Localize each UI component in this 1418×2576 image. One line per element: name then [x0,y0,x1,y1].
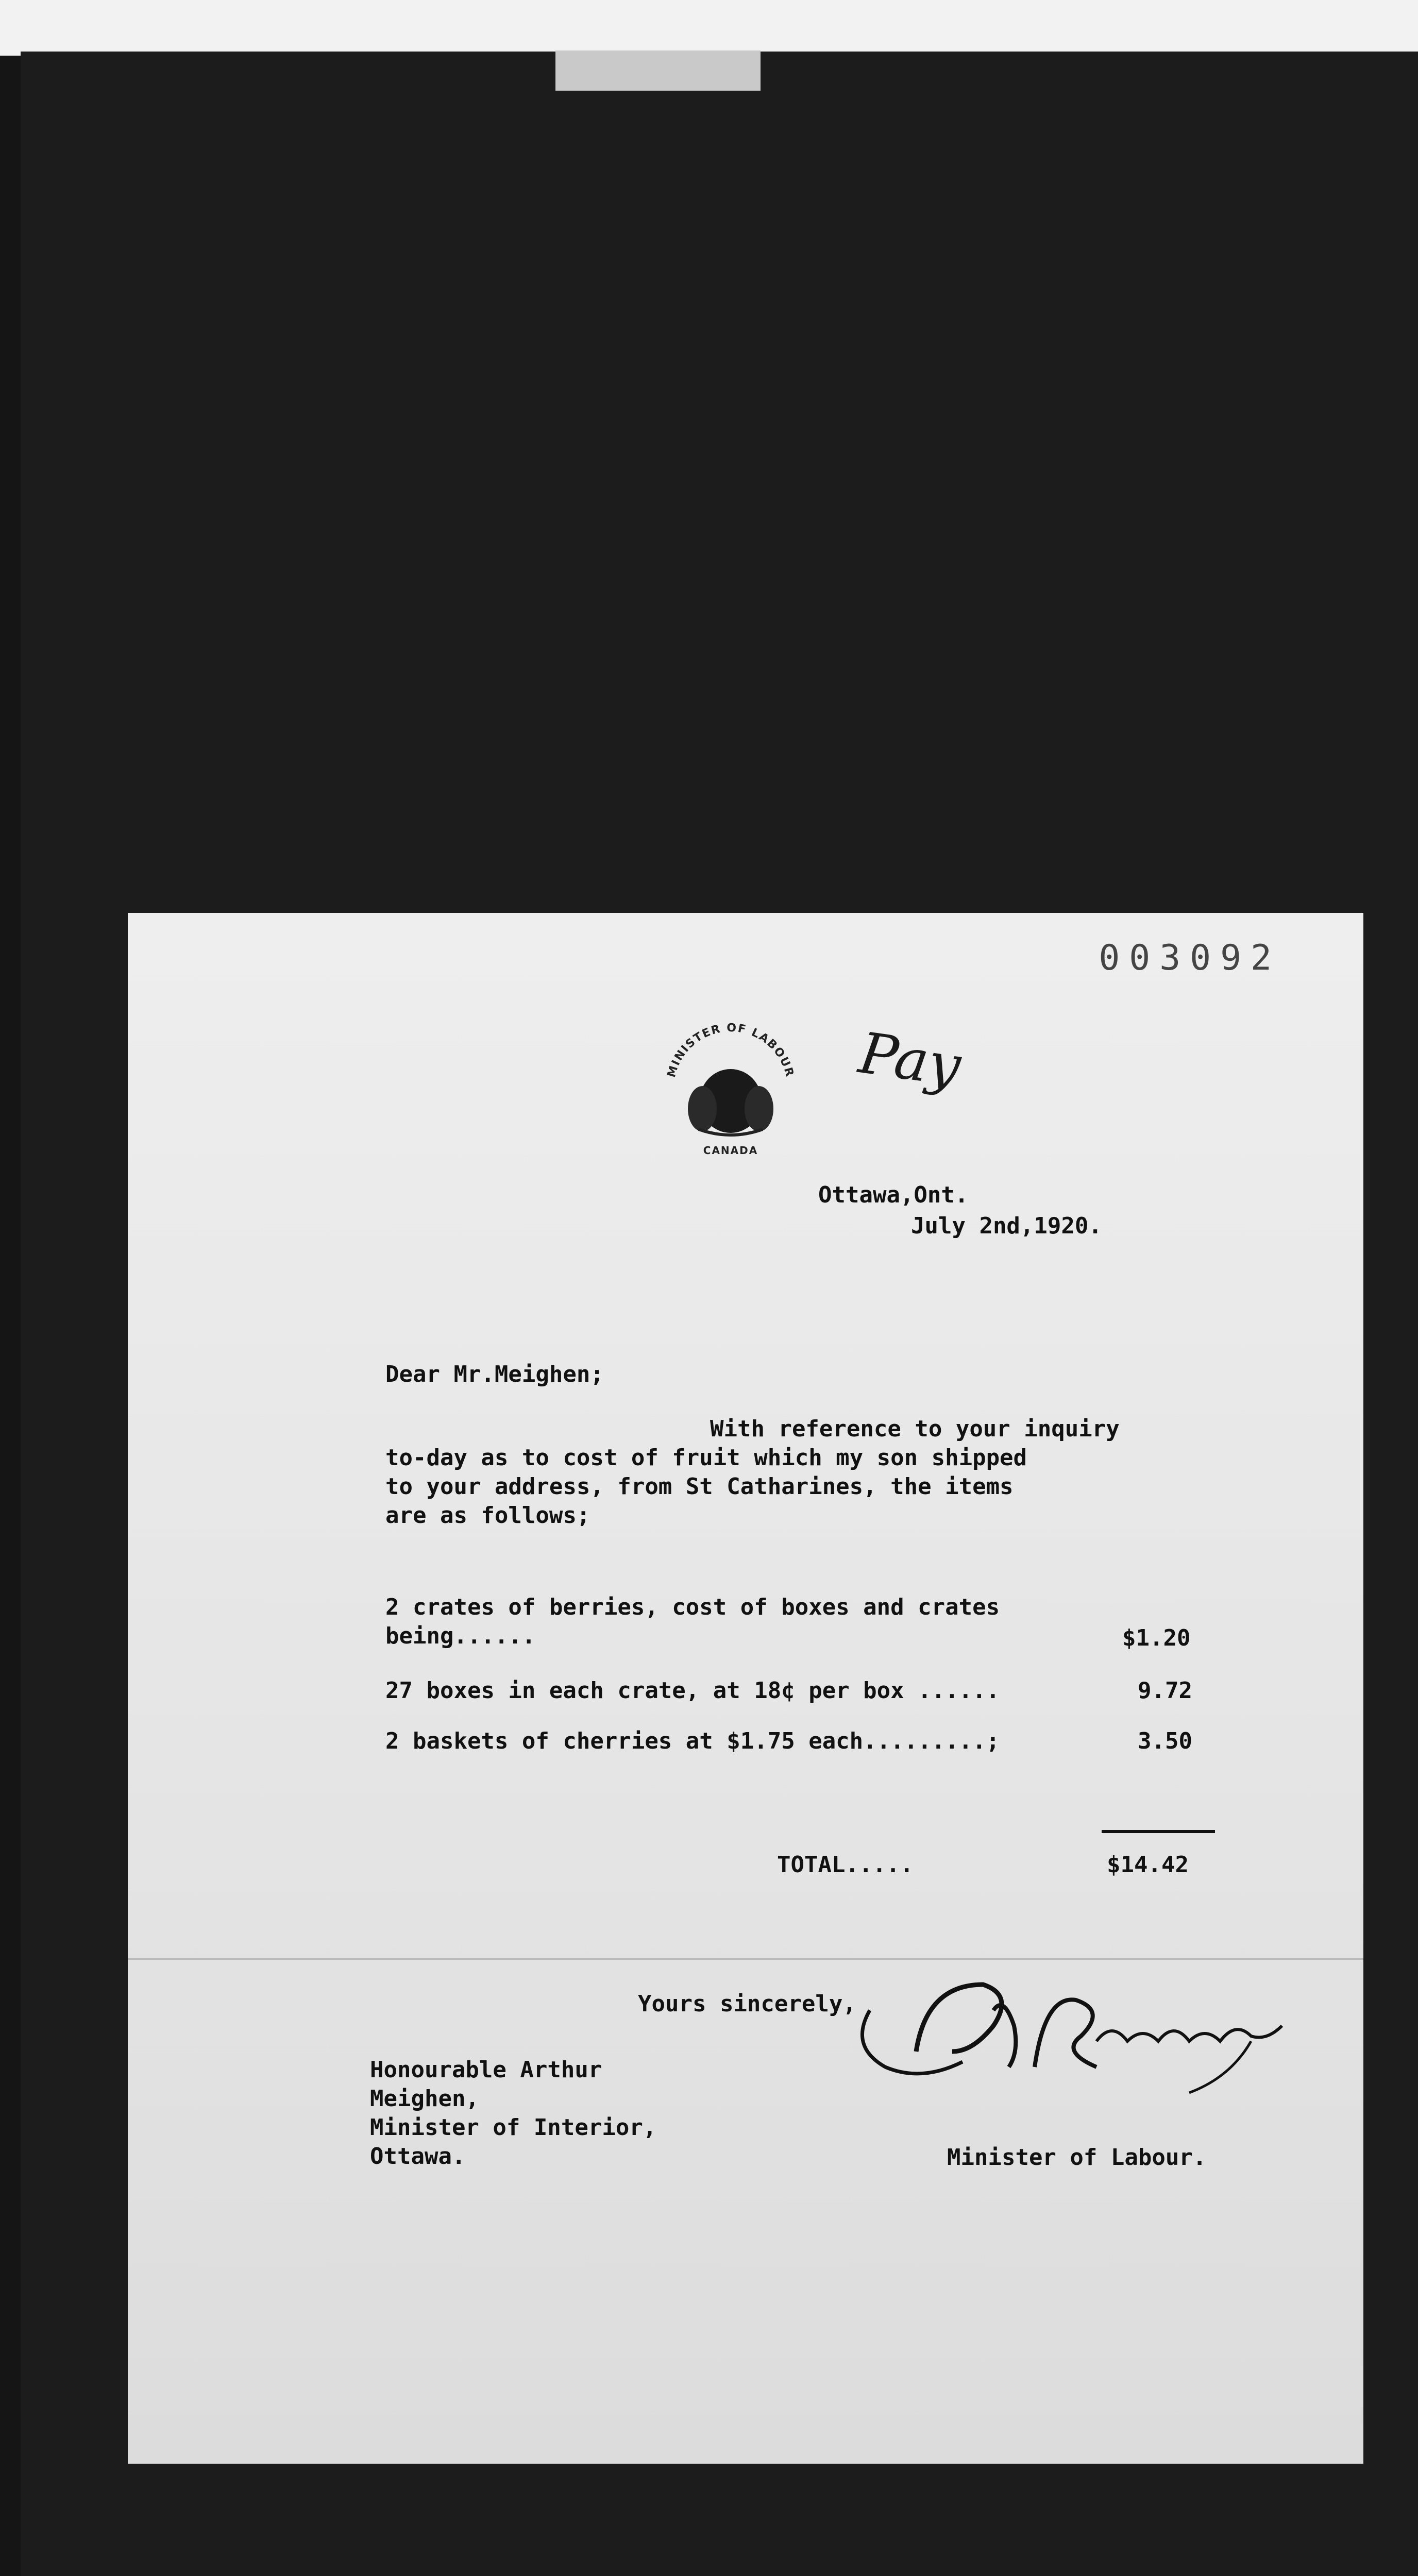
item-amount: 9.72 [1138,1677,1192,1704]
handwritten-note [849,995,965,1124]
recipient-line: Ottawa. [370,2143,466,2170]
film-edge [0,0,1418,56]
total-label: TOTAL..... [777,1852,914,1878]
body-line: With reference to your inquiry [710,1416,1120,1442]
recipient-line: Meighen, [370,2086,479,2112]
signatory-title: Minister of Labour. [947,2144,1207,2171]
recipient-line: Minister of Interior, [370,2114,657,2141]
letter-closing: Yours sincerely, [638,1991,856,2017]
paper-fold [128,1958,1363,1960]
body-line: to your address, from St Catharines, the items [385,1473,1014,1500]
item-amount: 3.50 [1138,1728,1192,1754]
recipient-line: Honourable Arthur [370,2057,602,2083]
handwritten-signature [839,1964,1303,2098]
letter-page [128,913,1363,2464]
svg-text:Pay: Pay [855,1020,965,1099]
total-amount: $14.42 [1107,1852,1189,1878]
item-description: being...... [385,1623,536,1649]
ministry-crest-icon [653,1006,808,1160]
letter-salutation: Dear Mr.Meighen; [385,1361,604,1387]
item-amount: $1.20 [1122,1625,1191,1651]
item-description: 2 baskets of cherries at $1.75 each.........; [385,1728,1000,1754]
crest-top-text: MINISTER OF LABOUR [665,1021,796,1079]
letter-date: July 2nd,1920. [911,1213,1102,1239]
body-line: to-day as to cost of fruit which my son shipped [385,1445,1027,1471]
document-number: 003092 [1099,938,1281,978]
film-tab [555,50,761,91]
body-line: are as follows; [385,1502,590,1529]
crest-bottom-text: CANADA [703,1144,758,1157]
item-description: 27 boxes in each crate, at 18¢ per box ...... [385,1677,1000,1704]
total-rule [1102,1830,1215,1833]
item-description: 2 crates of berries, cost of boxes and crates [385,1594,1000,1620]
letter-place: Ottawa,Ont. [818,1182,969,1208]
